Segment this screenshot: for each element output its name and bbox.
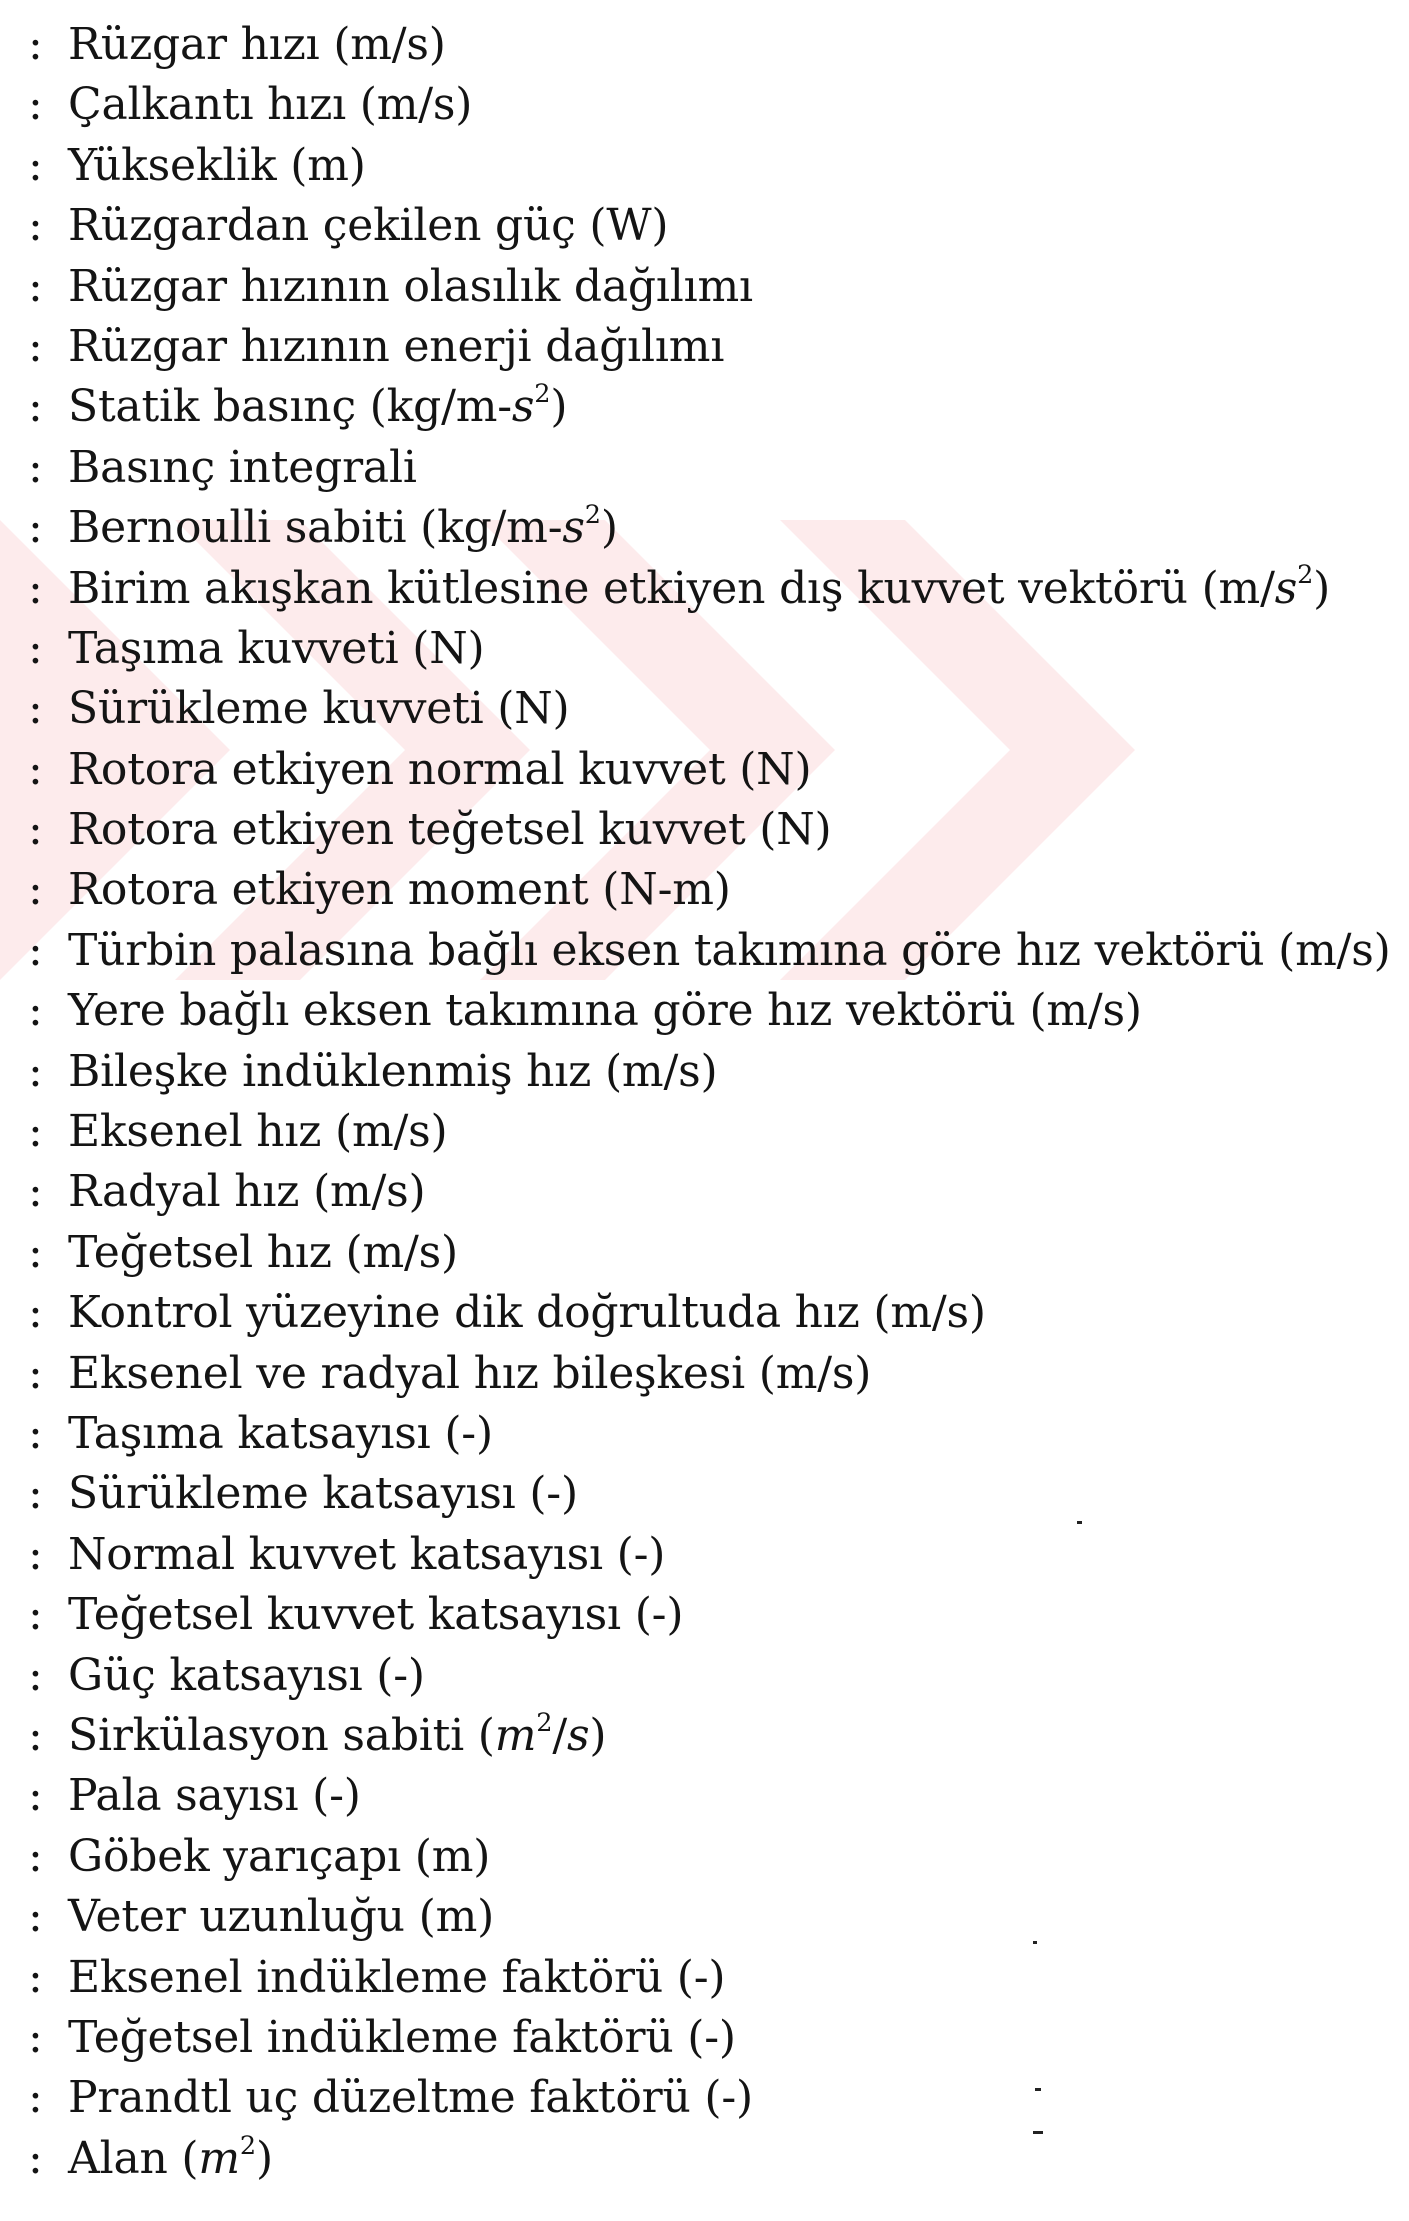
separator-colon: :: [28, 502, 43, 554]
separator-colon: :: [28, 1951, 43, 2003]
symbol-row: [28, 1404, 1391, 1464]
symbol-description: Yükseklik (m): [68, 139, 366, 191]
symbol-description: Kontrol yüzeyine dik doğrultuda hız (m/s): [68, 1287, 986, 1339]
symbol-description: Rotora etkiyen moment (N-m): [68, 864, 731, 916]
symbol-row: [28, 1585, 1391, 1645]
symbol-description: Bileşke indüklenmiş hız (m/s): [68, 1045, 718, 1097]
symbol-description: Güç katsayısı (-): [68, 1649, 425, 1701]
symbol-description: Teğetsel indükleme faktörü (-): [68, 2011, 736, 2063]
separator-colon: :: [28, 260, 43, 312]
separator-colon: :: [28, 683, 43, 735]
symbol-description: Sürükleme kuvveti (N): [68, 683, 570, 735]
symbol-description: Eksenel indükleme faktörü (-): [68, 1951, 726, 2003]
separator-colon: :: [28, 743, 43, 795]
symbol-row: [28, 196, 1391, 256]
separator-colon: :: [28, 2011, 43, 2063]
symbol-row: [28, 619, 1391, 679]
symbol-row: [28, 981, 1391, 1041]
symbol-row: [28, 1102, 1391, 1162]
symbol-description: Çalkantı hızı (m/s): [68, 79, 473, 131]
symbol-description: Rotora etkiyen teğetsel kuvvet (N): [68, 804, 832, 856]
symbol-description: Alan $(m^2)$: [68, 2130, 273, 2184]
symbol-row: [28, 1646, 1391, 1706]
symbol-row: [28, 1283, 1391, 1343]
symbol-description: Radyal hız (m/s): [68, 1166, 426, 1218]
separator-colon: :: [28, 1407, 43, 1459]
symbol-description: Statik basınç $(kg/m-s^2)$: [68, 379, 568, 433]
separator-colon: :: [28, 2132, 43, 2184]
symbol-row: [28, 1887, 1391, 1947]
scan-speck: [1077, 1521, 1082, 1524]
symbol-row: [28, 438, 1391, 498]
separator-colon: :: [28, 79, 43, 131]
symbol-row: [28, 1827, 1391, 1887]
symbol-description: Birim akışkan kütlesine etkiyen dış kuvvet vektörü $(m/s^2)$: [68, 560, 1331, 614]
separator-colon: :: [28, 622, 43, 674]
separator-colon: :: [28, 1891, 43, 1943]
symbol-row: [28, 317, 1391, 377]
symbol-description: Rotora etkiyen normal kuvvet (N): [68, 743, 812, 795]
symbol-description: Rüzgar hızının olasılık dağılımı: [68, 260, 753, 312]
symbol-row: [28, 1464, 1391, 1524]
symbol-list: [28, 15, 1391, 2189]
symbol-row: [28, 1223, 1391, 1283]
symbol-description: Türbin palasına bağlı eksen takımına göre hız vektörü (m/s): [68, 924, 1391, 976]
separator-colon: :: [28, 1709, 43, 1761]
separator-colon: :: [28, 1528, 43, 1580]
separator-colon: :: [28, 562, 43, 614]
symbol-row: [28, 1525, 1391, 1585]
separator-colon: :: [28, 1045, 43, 1097]
symbol-description: Sirkülasyon sabiti $(m^2/s)$: [68, 1707, 607, 1761]
symbol-row: [28, 679, 1391, 739]
symbol-row: [28, 740, 1391, 800]
symbol-row: [28, 559, 1391, 619]
symbol-row: [28, 1344, 1391, 1404]
symbol-row: [28, 257, 1391, 317]
symbol-row: [28, 2129, 1391, 2189]
symbol-row: [28, 377, 1391, 437]
symbol-row: [28, 1162, 1391, 1222]
separator-colon: :: [28, 139, 43, 191]
symbol-description: Pala sayısı (-): [68, 1770, 361, 1822]
separator-colon: :: [28, 1649, 43, 1701]
separator-colon: :: [28, 200, 43, 252]
symbol-row: [28, 1042, 1391, 1102]
symbol-row: [28, 1948, 1391, 2008]
symbol-description: Eksenel hız (m/s): [68, 1106, 448, 1158]
symbol-description: Rüzgar hızının enerji dağılımı: [68, 320, 725, 372]
symbol-description: Göbek yarıçapı (m): [68, 1830, 491, 1882]
scan-speck: [1033, 1941, 1037, 1944]
symbol-row: [28, 921, 1391, 981]
separator-colon: :: [28, 2072, 43, 2124]
symbol-description: Basınç integrali: [68, 441, 417, 493]
separator-colon: :: [28, 381, 43, 433]
symbol-description: Eksenel ve radyal hız bileşkesi (m/s): [68, 1347, 872, 1399]
symbol-row: [28, 1766, 1391, 1826]
symbol-row: [28, 1706, 1391, 1766]
separator-colon: :: [28, 1106, 43, 1158]
symbol-row: [28, 800, 1391, 860]
separator-colon: :: [28, 804, 43, 856]
symbol-row: [28, 498, 1391, 558]
symbol-row: [28, 2008, 1391, 2068]
separator-colon: :: [28, 1830, 43, 1882]
separator-colon: :: [28, 924, 43, 976]
symbol-row: [28, 15, 1391, 75]
separator-colon: :: [28, 1287, 43, 1339]
symbol-description: Teğetsel hız (m/s): [68, 1226, 458, 1278]
symbol-row: [28, 75, 1391, 135]
separator-colon: :: [28, 985, 43, 1037]
symbol-description: Rüzgardan çekilen güç (W): [68, 200, 669, 252]
scan-speck: [1033, 2131, 1043, 2134]
separator-colon: :: [28, 441, 43, 493]
separator-colon: :: [28, 864, 43, 916]
symbol-description: Veter uzunluğu (m): [68, 1891, 495, 1943]
symbol-description: Bernoulli sabiti $(kg/m-s^2)$: [68, 500, 618, 554]
separator-colon: :: [28, 1347, 43, 1399]
symbol-row: [28, 136, 1391, 196]
scan-speck: [1035, 2088, 1041, 2091]
separator-colon: :: [28, 1226, 43, 1278]
separator-colon: :: [28, 1166, 43, 1218]
symbol-description: Normal kuvvet katsayısı (-): [68, 1528, 666, 1580]
symbol-description: Yere bağlı eksen takımına göre hız vektörü (m/s): [68, 985, 1142, 1037]
symbol-description: Taşıma kuvveti (N): [68, 622, 485, 674]
separator-colon: :: [28, 1468, 43, 1520]
symbol-row: [28, 860, 1391, 920]
symbol-description: Taşıma katsayısı (-): [68, 1407, 493, 1459]
symbol-description: Prandtl uç düzeltme faktörü (-): [68, 2072, 754, 2124]
symbol-description: Sürükleme katsayısı (-): [68, 1468, 578, 1520]
separator-colon: :: [28, 19, 43, 70]
symbol-description: Teğetsel kuvvet katsayısı (-): [68, 1589, 684, 1641]
separator-colon: :: [28, 320, 43, 372]
symbol-description: Rüzgar hızı (m/s): [68, 19, 446, 70]
separator-colon: :: [28, 1589, 43, 1641]
separator-colon: :: [28, 1770, 43, 1822]
symbol-row: [28, 2068, 1391, 2128]
